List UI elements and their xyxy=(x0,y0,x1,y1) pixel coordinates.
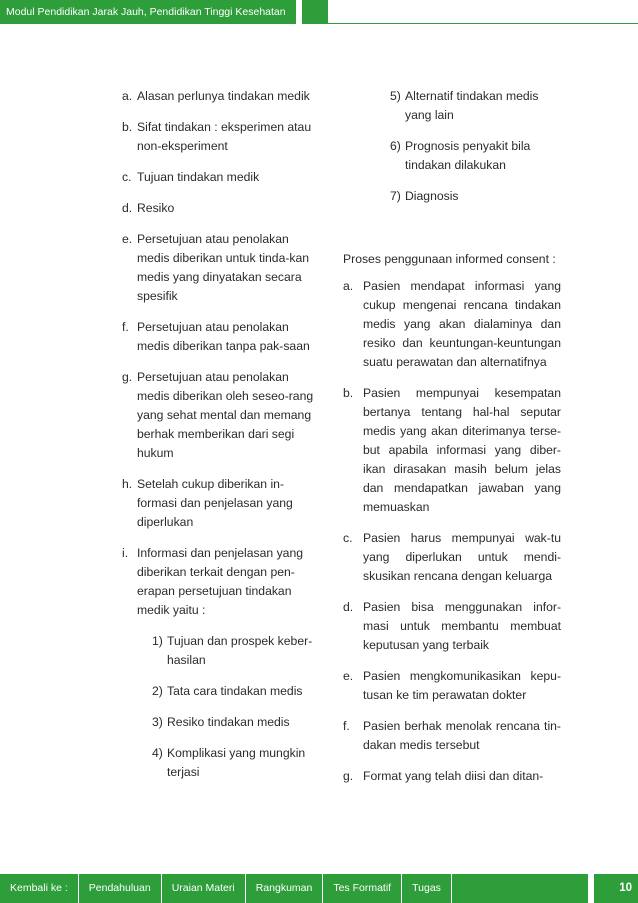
header-accent-box xyxy=(302,0,328,24)
list-text: Alasan perlunya tindakan medik xyxy=(137,89,310,103)
list-marker: e. xyxy=(122,232,133,246)
list-item xyxy=(122,368,320,463)
right-column xyxy=(343,87,561,798)
list-marker: g. xyxy=(343,769,354,783)
module-title-banner xyxy=(0,0,296,24)
sub-list-item xyxy=(122,632,320,670)
list-marker: b. xyxy=(122,120,133,134)
nav-link-tes-formatif[interactable]: Tes Formatif xyxy=(323,874,402,903)
list-text: Resiko xyxy=(137,201,175,215)
nav-link-uraian-materi[interactable]: Uraian Materi xyxy=(162,874,246,903)
sub-list-marker: 7) xyxy=(390,189,401,203)
module-title: Modul Pendidikan Jarak Jauh, Pendidikan Tinggi Kesehatan xyxy=(6,6,286,18)
list-text: Sifat tindakan : eksperimen atau non-eksperiment xyxy=(137,120,312,153)
list-text: Pasien mendapat informasi yang cukup mengenai rencana tindakan medis yang akan dialaminya dan resiko dan keuntungan-keuntungan suatu perawatan dan alternatifnya xyxy=(363,279,561,369)
list-marker: i. xyxy=(122,546,129,560)
list-item xyxy=(122,475,320,532)
sub-list-item xyxy=(343,137,561,175)
list-text: Setelah cukup diberikan in-formasi dan penjelasan yang diperlukan xyxy=(137,477,293,529)
nav-link-rangkuman[interactable]: Rangkuman xyxy=(246,874,324,903)
list-item xyxy=(343,667,561,705)
list-marker: e. xyxy=(343,669,354,683)
list-item xyxy=(122,230,320,306)
list-text: Pasien berhak menolak rencana tin-dakan medis tersebut xyxy=(363,719,561,752)
list-marker: b. xyxy=(343,386,354,400)
list-marker: h. xyxy=(122,477,133,491)
nav-filler xyxy=(452,874,588,903)
list-text: Pasien bisa menggunakan infor-masi untuk membantu membuat keputusan yang terbaik xyxy=(363,600,561,652)
list-item xyxy=(343,717,561,755)
sub-list-marker: 5) xyxy=(390,89,401,103)
list-item xyxy=(122,318,320,356)
list-item xyxy=(343,384,561,517)
sub-list-marker: 1) xyxy=(152,634,163,648)
sub-list-text: Diagnosis xyxy=(405,189,459,203)
sub-list-marker: 3) xyxy=(152,715,163,729)
list-text: Persetujuan atau penolakan medis diberikan oleh seseo-rang yang sehat mental dan memang berhak memberikan dari segi hukum xyxy=(137,370,314,460)
list-marker: a. xyxy=(122,89,133,103)
sub-list-item xyxy=(343,187,561,206)
sub-list-item xyxy=(122,682,320,701)
list-item xyxy=(343,598,561,655)
list-item xyxy=(343,767,561,786)
nav-link-tugas[interactable]: Tugas xyxy=(402,874,452,903)
list-item xyxy=(122,168,320,187)
header-divider xyxy=(328,23,638,24)
footer-nav-strip xyxy=(0,874,588,903)
list-item xyxy=(122,199,320,218)
list-text: Pasien mempunyai kesempatan bertanya tentang hal-hal seputar medis yang akan diterimanya terse-but apabila informasi yang diber-ikan dirasakan masih belum jelas dan mendapatkan jawaban yang memuaskan xyxy=(363,386,561,514)
list-marker: f. xyxy=(122,320,129,334)
list-item xyxy=(122,118,320,156)
sub-list-marker: 4) xyxy=(152,746,163,760)
list-marker: g. xyxy=(122,370,133,384)
list-marker: c. xyxy=(343,531,353,545)
list-text: Pasien harus mempunyai wak-tu yang diperlukan untuk mendi-skusikan rencana dengan keluarga xyxy=(363,531,561,583)
list-text: Persetujuan atau penolakan medis diberikan tanpa pak-saan xyxy=(137,320,310,353)
left-column xyxy=(122,87,320,794)
list-item xyxy=(343,529,561,586)
footer-nav-bar xyxy=(0,874,638,903)
list-marker: c. xyxy=(122,170,132,184)
list-item xyxy=(343,277,561,372)
list-text: Tujuan tindakan medik xyxy=(137,170,260,184)
list-marker: d. xyxy=(122,201,133,215)
list-item xyxy=(122,544,320,620)
sub-list-text: Tata cara tindakan medis xyxy=(167,684,303,698)
section-intro-paragraph: Proses penggunaan informed consent : xyxy=(343,252,556,266)
sub-list-text: Resiko tindakan medis xyxy=(167,715,290,729)
sub-list-text: Alternatif tindakan medis yang lain xyxy=(405,89,539,122)
sub-list-item xyxy=(343,87,561,125)
list-text: Persetujuan atau penolakan medis diberikan untuk tinda-kan medis yang dinyatakan secara spesifik xyxy=(137,232,310,303)
page-number: 10 xyxy=(594,874,638,903)
sub-list-marker: 2) xyxy=(152,684,163,698)
nav-back-label: Kembali ke : xyxy=(0,874,79,903)
sub-list-marker: 6) xyxy=(390,139,401,153)
list-item xyxy=(122,87,320,106)
list-marker: d. xyxy=(343,600,354,614)
list-marker: a. xyxy=(343,279,354,293)
sub-list-text: Prognosis penyakit bila tindakan dilakukan xyxy=(405,139,531,172)
nav-link-pendahuluan[interactable]: Pendahuluan xyxy=(79,874,162,903)
sub-list-text: Komplikasi yang mungkin terjasi xyxy=(167,746,306,779)
sub-list-item xyxy=(122,713,320,732)
list-text: Format yang telah diisi dan ditan- xyxy=(363,769,544,783)
sub-list-text: Tujuan dan prospek keber-hasilan xyxy=(167,634,313,667)
sub-list-item xyxy=(122,744,320,782)
list-marker: f. xyxy=(343,719,350,733)
list-text: Informasi dan penjelasan yang diberikan terkait dengan pen-erapan persetujuan tindakan medik yaitu : xyxy=(137,546,303,617)
list-text: Pasien mengkomunikasikan kepu-tusan ke tim perawatan dokter xyxy=(363,669,561,702)
